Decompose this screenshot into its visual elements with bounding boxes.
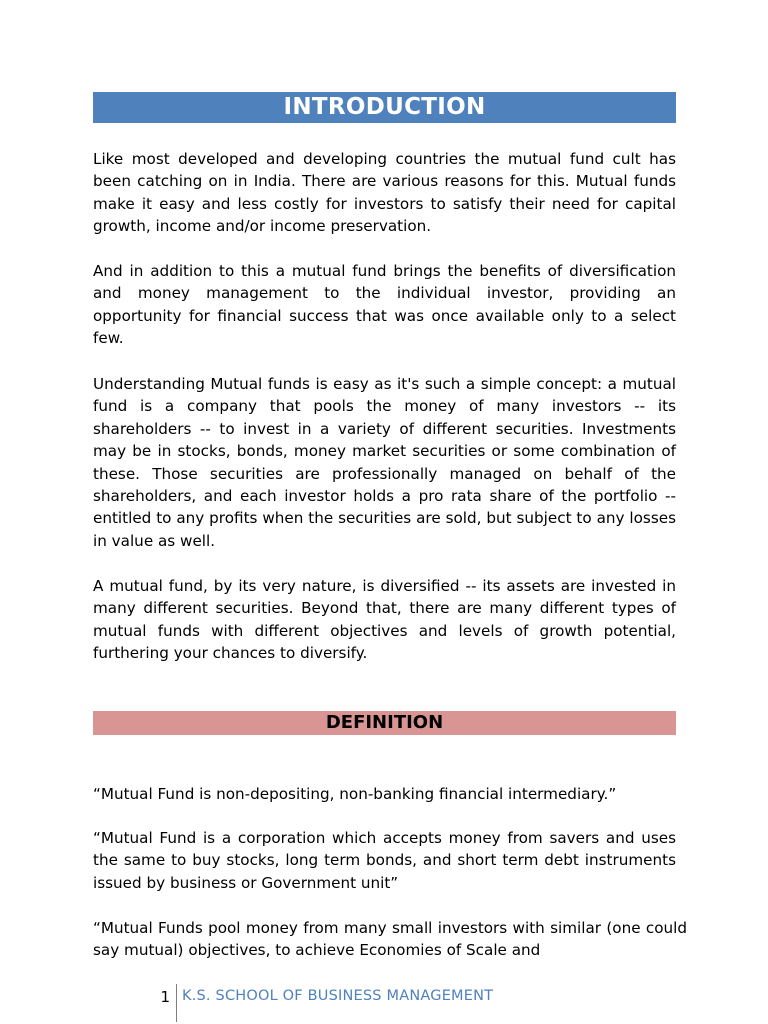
introduction-heading: INTRODUCTION <box>93 92 676 123</box>
intro-paragraph-1: Like most developed and developing countries the mutual fund cult has been catching on in India. There are various reasons for this. Mutual funds make it easy and less costly for investors to satisfy their need for capital growth, income and/or income preservation. <box>93 150 676 236</box>
intro-paragraph-2: And in addition to this a mutual fund brings the benefits of diversification and money management to the individual investor, providing an opportunity for financial success that was once available only to a select few. <box>93 262 676 348</box>
definition-quote-3: “Mutual Funds pool money from many small investors with similar (one could say mutual) objectives, to achieve Economies of Scale and <box>93 919 687 960</box>
page-number: 1 <box>160 988 170 1006</box>
footer-divider <box>176 984 177 1022</box>
definition-quote-1: “Mutual Fund is non-depositing, non-banking financial intermediary.” <box>93 785 617 803</box>
intro-paragraph-4: A mutual fund, by its very nature, is diversified -- its assets are invested in many different securities. Beyond that, there are many different types of mutual funds with different objectives and levels of growth potential, furthering your chances to diversify. <box>93 577 676 663</box>
page-footer <box>0 984 768 1012</box>
intro-paragraph-3: Understanding Mutual funds is easy as it's such a simple concept: a mutual fund is a company that pools the money of many investors -- its shareholders -- to invest in a variety of different securities. Investments may be in stocks, bonds, money market securities or some combination of these. Those securities are professionally managed on behalf of the shareholders, and each investor holds a pro rata share of the portfolio -- entitled to any profits when the securities are sold, but subject to any losses in value as well. <box>93 375 676 550</box>
definition-quote-2: “Mutual Fund is a corporation which accepts money from savers and uses the same to buy stocks, long term bonds, and short term debt instruments issued by business or Government unit” <box>93 829 676 892</box>
school-name: K.S. SCHOOL OF BUSINESS MANAGEMENT <box>182 988 494 1004</box>
definition-heading: DEFINITION <box>93 711 676 735</box>
